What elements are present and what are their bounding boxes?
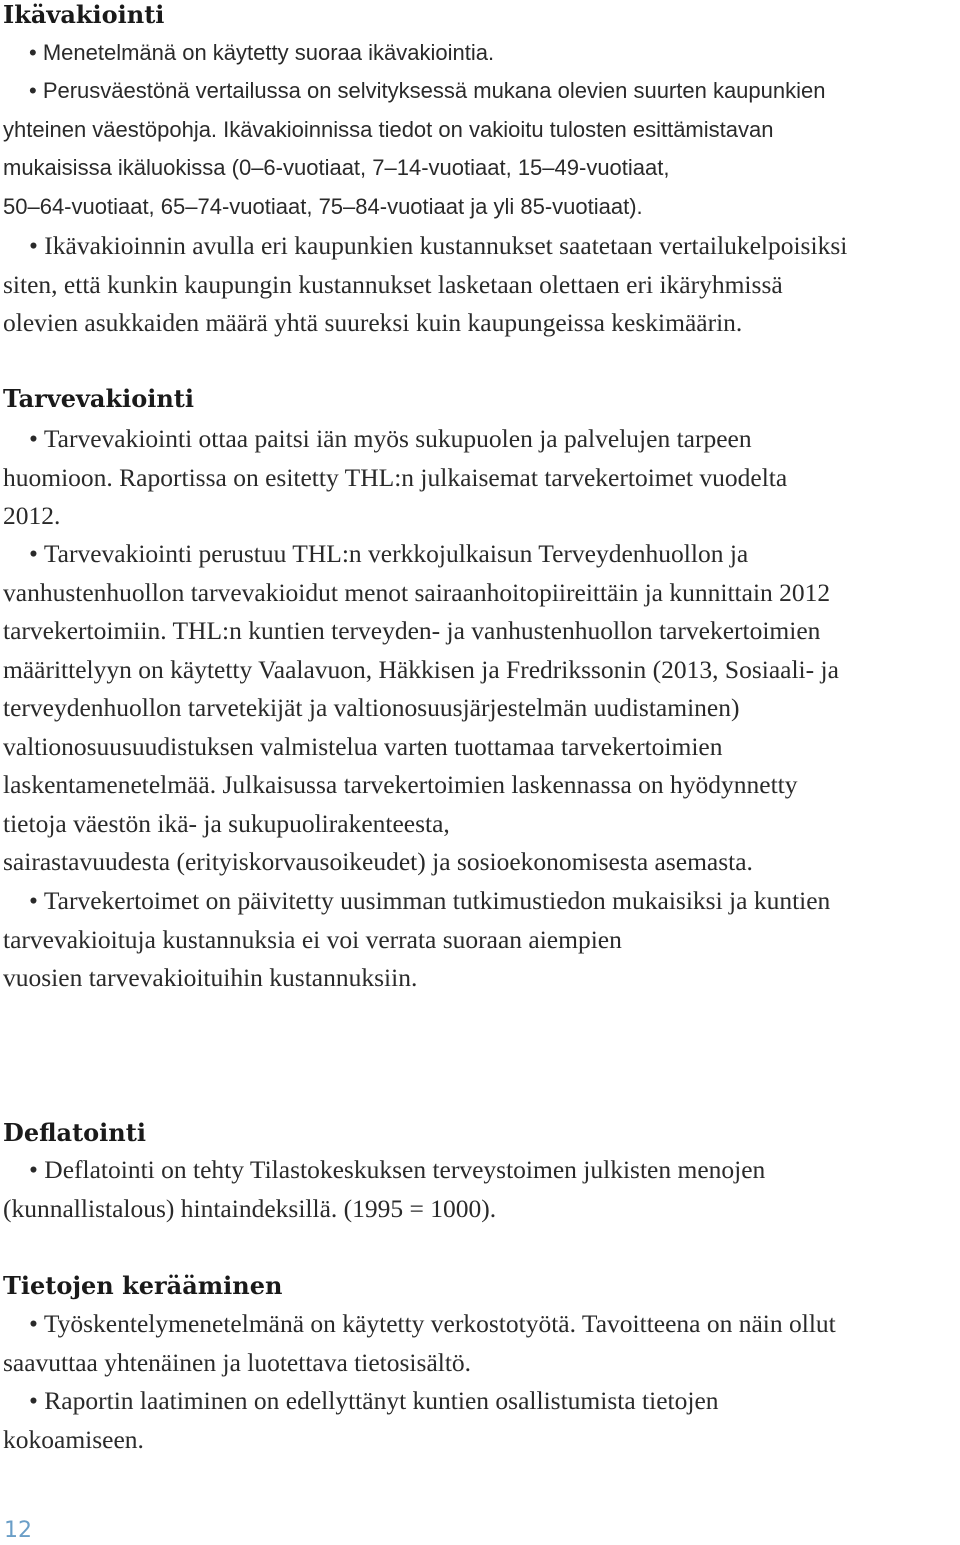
- bullet-ikavakiointi-comparability: [3, 227, 958, 343]
- text-line: • Perusväestönä vertailussa on selvityksessä mukana olevien suurten kaupunkien: [29, 78, 826, 103]
- text-line: valtionosuusuudistuksen valmistelua varten tuottamaa tarvekertoimien: [3, 731, 723, 761]
- text-line: • Menetelmänä on käytetty suoraa ikävakiointia.: [29, 40, 495, 65]
- section-heading-tietojen-keraaminen: Tietojen kerääminen: [3, 1271, 283, 1300]
- text-line: 50–64-vuotiaat, 65–74-vuotiaat, 75–84-vuotiaat ja yli 85-vuotiaat).: [3, 193, 643, 219]
- text-line: terveydenhuollon tarvetekijät ja valtionosuusjärjestelmän uudistaminen): [3, 693, 740, 722]
- bullet-tarvevakiointi-basis: [3, 535, 958, 882]
- text-line: yhteinen väestöpohja. Ikävakioinnissa tiedot on vakioitu tulosten esittämistavan: [3, 116, 774, 142]
- text-line: (kunnallistalous) hintaindeksillä. (1995 = 1000).: [3, 1193, 497, 1223]
- bullet-tietojen-network: [3, 1305, 958, 1382]
- bullet-ikavakiointi-method: [3, 34, 958, 73]
- text-line: vanhustenhuollon tarvevakioidut menot sairaanhoitopiireittäin ja kunnittain 2012: [3, 577, 831, 607]
- text-line: laskentamenetelmää. Julkaisussa tarvekertoimien laskennassa on hyödynnetty: [3, 770, 798, 799]
- text-line: olevien asukkaiden määrä yhtä suureksi kuin kaupungeissa keskimäärin.: [3, 308, 743, 337]
- bullet-tietojen-participation: [3, 1382, 958, 1459]
- text-line: tarvekertoimiin. THL:n kuntien terveyden- ja vanhustenhuollon tarvekertoimien: [3, 616, 821, 645]
- text-line: • Deflatointi on tehty Tilastokeskuksen terveystoimen julkisten menojen: [29, 1155, 766, 1184]
- text-line: vuosien tarvevakioituihin kustannuksiin.: [3, 963, 418, 992]
- text-line: siten, että kunkin kaupungin kustannukset lasketaan olettaen eri ikäryhmissä: [3, 269, 783, 299]
- text-line: määrittelyyn on käytetty Vaalavuon, Häkkisen ja Fredrikssonin (2013, Sosiaali- ja: [3, 654, 839, 684]
- text-line: • Tarvekertoimet on päivitetty uusimman tutkimustiedon mukaisiksi ja kuntien: [29, 886, 831, 915]
- text-line: saavuttaa yhtenäinen ja luotettava tietosisältö.: [3, 1347, 472, 1377]
- text-line: 2012.: [3, 501, 61, 530]
- text-line: • Työskentelymenetelmänä on käytetty verkostotyötä. Tavoitteena on näin ollut: [29, 1309, 836, 1338]
- section-heading-tarvevakiointi: Tarvevakiointi: [3, 384, 194, 413]
- page-number: 12: [4, 1518, 32, 1543]
- section-heading-deflatointi: Deflatointi: [3, 1118, 146, 1147]
- text-line: • Tarvevakiointi perustuu THL:n verkkojulkaisun Terveydenhuollon ja: [29, 539, 749, 568]
- bullet-ikavakiointi-population: [3, 72, 958, 226]
- text-line: tarvevakioituja kustannuksia ei voi verrata suoraan aiempien: [3, 924, 622, 954]
- text-line: tietoja väestön ikä- ja sukupuolirakenteesta,: [3, 808, 450, 838]
- text-line: • Raportin laatiminen on edellyttänyt kuntien osallistumista tietojen: [29, 1386, 719, 1415]
- text-line: mukaisissa ikäluokissa (0–6-vuotiaat, 7–14-vuotiaat, 15–49-vuotiaat,: [3, 155, 670, 180]
- section-heading-ikavakiointi: Ikävakiointi: [3, 0, 165, 29]
- text-line: sairastavuudesta (erityiskorvausoikeudet) ja sosioekonomisesta asemasta.: [3, 847, 753, 876]
- text-line: • Ikävakioinnin avulla eri kaupunkien kustannukset saatetaan vertailukelpoisiksi: [29, 231, 848, 260]
- bullet-deflatointi-index: [3, 1151, 958, 1228]
- bullet-tarvevakiointi-updated: [3, 882, 958, 998]
- text-line: kokoamiseen.: [3, 1424, 144, 1454]
- bullet-tarvevakiointi-gender: [3, 420, 958, 536]
- text-line: huomioon. Raportissa on esitetty THL:n julkaisemat tarvekertoimet vuodelta: [3, 462, 788, 492]
- text-line: • Tarvevakiointi ottaa paitsi iän myös sukupuolen ja palvelujen tarpeen: [29, 424, 752, 453]
